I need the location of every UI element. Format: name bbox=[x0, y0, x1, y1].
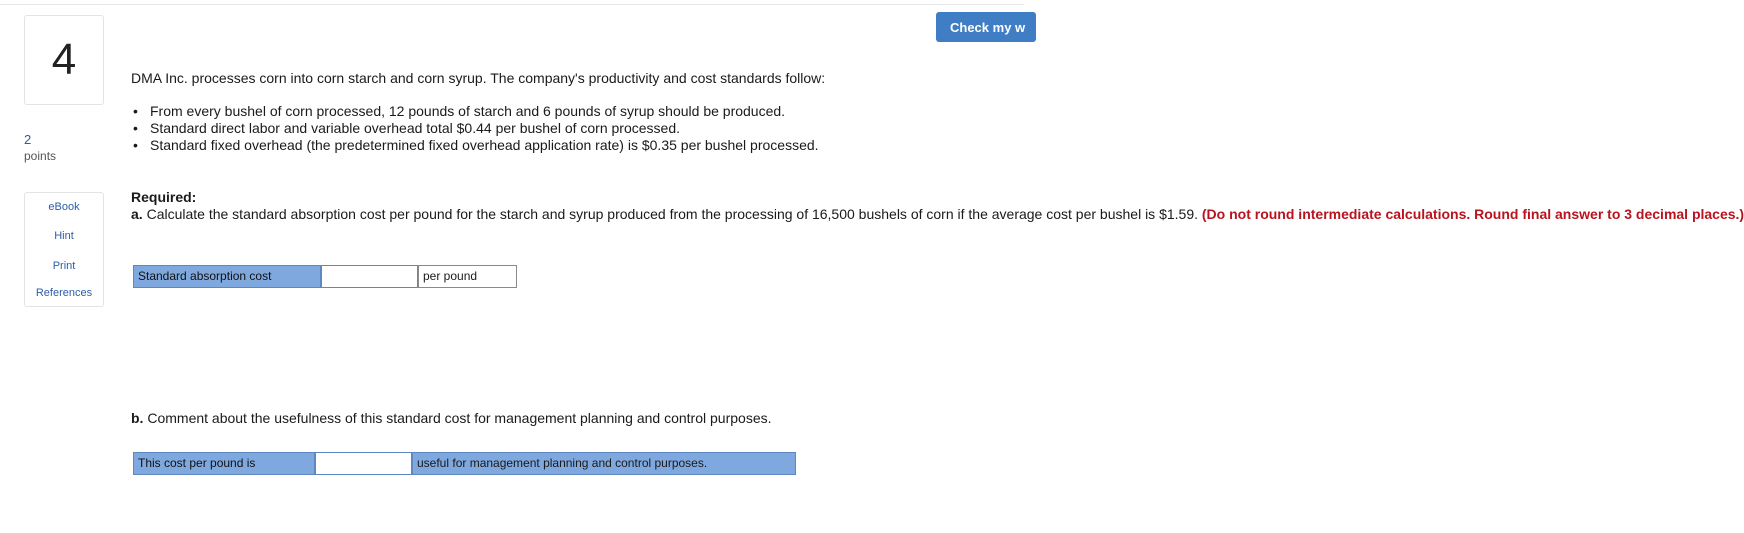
question-number: 4 bbox=[24, 15, 104, 105]
points-value: 2 bbox=[24, 132, 32, 147]
answer-a-label: Standard absorption cost bbox=[133, 265, 321, 288]
check-my-work-button[interactable]: Check my w bbox=[936, 12, 1036, 42]
list-item: • Standard fixed overhead (the predetermined fixed overhead application rate) is $0.35 per bushel processed. bbox=[133, 137, 819, 154]
standard-cost-input[interactable] bbox=[321, 265, 418, 288]
resource-links-panel bbox=[24, 192, 104, 307]
hint-link[interactable]: Hint bbox=[54, 230, 74, 242]
ebook-link[interactable]: eBook bbox=[48, 201, 80, 213]
part-b-prompt bbox=[131, 410, 772, 426]
list-item: • From every bushel of corn processed, 12 pounds of starch and 6 pounds of syrup should be produced. bbox=[133, 103, 819, 120]
usefulness-input[interactable] bbox=[315, 452, 412, 475]
answer-row-a bbox=[133, 265, 517, 288]
points-label: points bbox=[24, 149, 57, 163]
list-item: • Standard direct labor and variable overhead total $0.44 per bushel of corn processed. bbox=[133, 120, 819, 137]
part-a-text: Calculate the standard absorption cost per pound for the starch and syrup produced from the processing of 16,500 bushels of corn if the average cost per bushel is $1.59. bbox=[142, 206, 1202, 222]
answer-b-suffix: useful for management planning and control purposes. bbox=[412, 452, 796, 475]
problem-intro: DMA Inc. processes corn into corn starch and corn syrup. The company's productivity and cost standards follow: bbox=[131, 70, 826, 86]
answer-b-cell bbox=[315, 452, 412, 475]
print-link[interactable]: Print bbox=[52, 260, 76, 272]
part-b-text: Comment about the usefulness of this standard cost for management planning and control purposes. bbox=[143, 410, 772, 426]
part-b-marker: b. bbox=[131, 410, 144, 426]
answer-b-label: This cost per pound is bbox=[133, 452, 315, 475]
top-divider bbox=[0, 4, 1024, 5]
answer-a-cell bbox=[321, 265, 418, 288]
references-link[interactable]: References bbox=[35, 287, 93, 299]
answer-a-unit: per pound bbox=[418, 265, 517, 288]
standards-list bbox=[133, 103, 819, 154]
answer-row-b bbox=[133, 452, 796, 475]
rounding-instruction: (Do not round intermediate calculations. Round final answer to 3 decimal places.) bbox=[1201, 206, 1744, 222]
part-a-prompt bbox=[131, 206, 1744, 223]
part-a-marker: a. bbox=[131, 206, 143, 222]
required-heading: Required: bbox=[131, 189, 197, 205]
